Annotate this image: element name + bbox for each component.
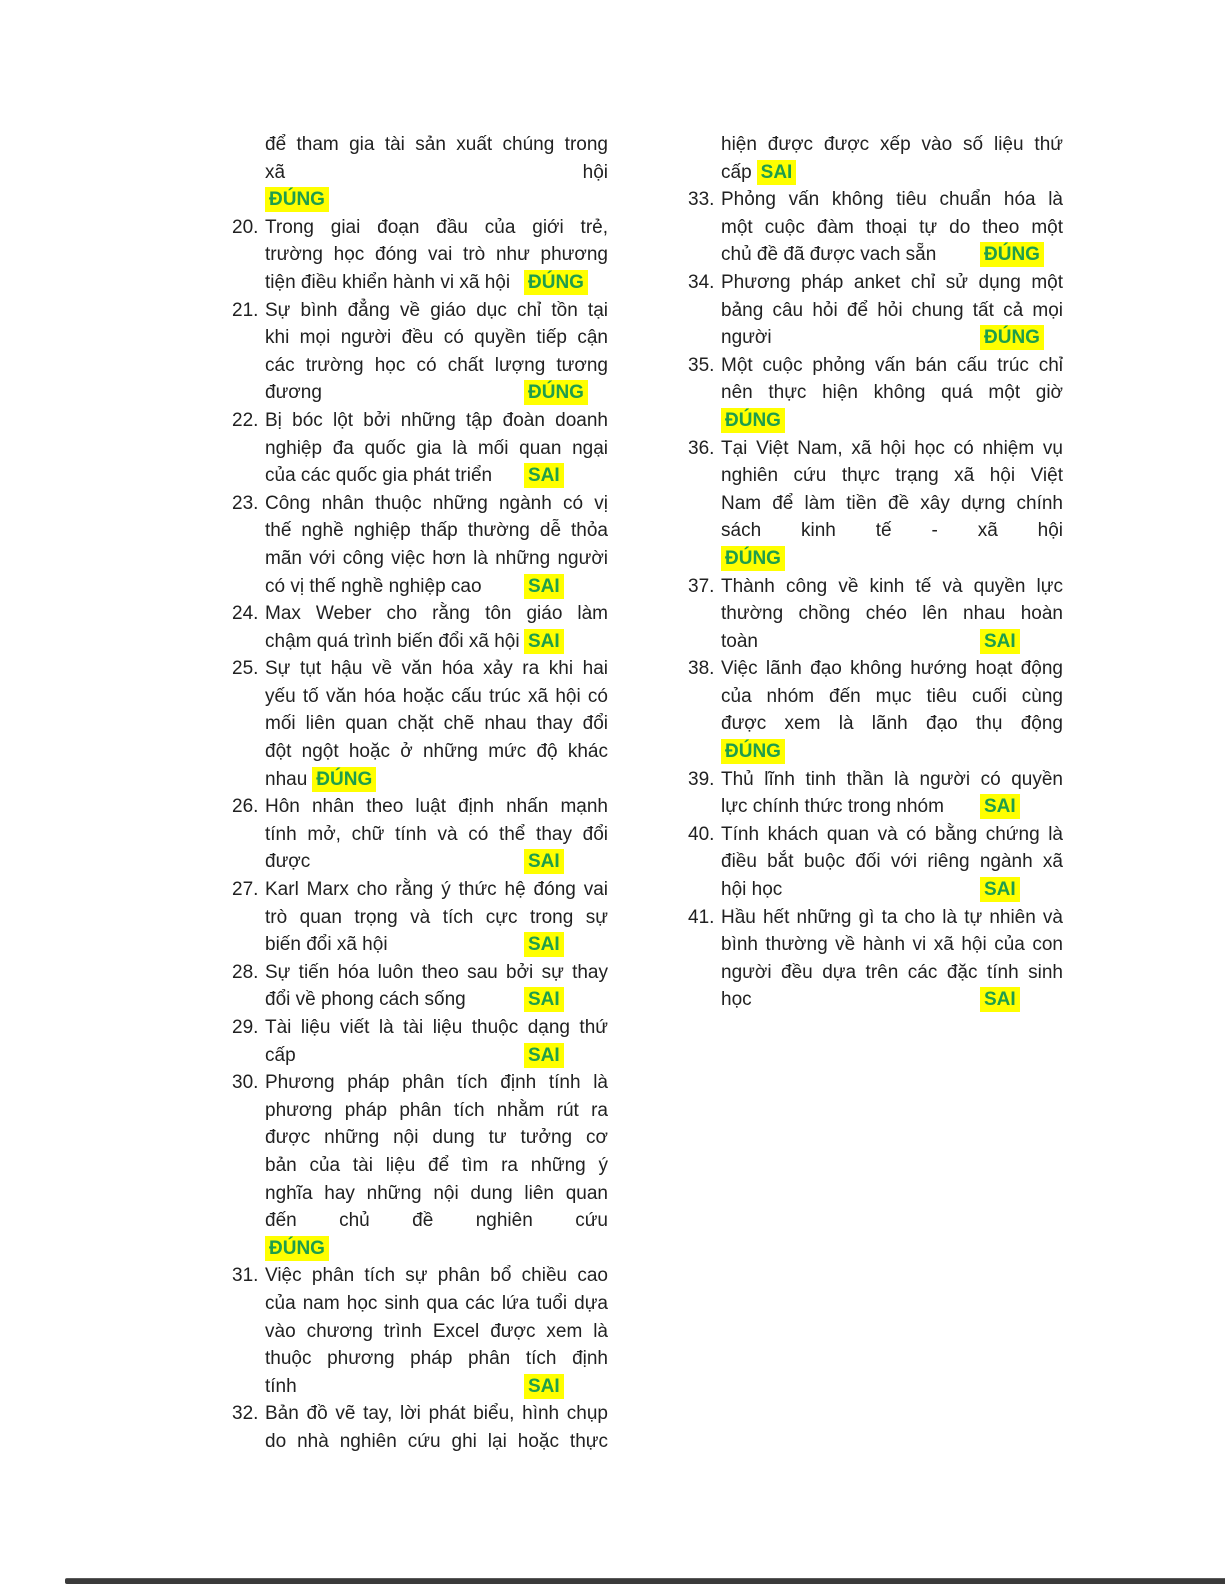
question-line bbox=[721, 186, 1063, 214]
question-text: do nhà nghiên cứu ghi lại hoặc thực bbox=[265, 1430, 608, 1452]
question-text: Trong giai đoạn đầu của giới trẻ, bbox=[265, 216, 608, 238]
question-line bbox=[721, 710, 1063, 738]
question-line bbox=[265, 214, 608, 242]
question-line bbox=[265, 573, 608, 601]
question-line bbox=[265, 269, 608, 297]
question-line bbox=[265, 1207, 608, 1235]
question-line bbox=[721, 379, 1063, 407]
answer-badge: SAI bbox=[524, 574, 564, 599]
question-line bbox=[265, 352, 608, 380]
question-item bbox=[688, 904, 1063, 1014]
question-text: Phương pháp phân tích định tính là bbox=[265, 1072, 608, 1094]
question-text: Sự tiến hóa luôn theo sau bởi sự thay bbox=[265, 961, 608, 983]
question-text: Công nhân thuộc những ngành có vị bbox=[265, 492, 608, 514]
question-line bbox=[721, 876, 1063, 904]
question-number: 22. bbox=[232, 409, 259, 431]
answer-badge: SAI bbox=[980, 794, 1020, 819]
question-line bbox=[265, 683, 608, 711]
question-number: 33. bbox=[688, 189, 715, 211]
question-line bbox=[265, 848, 608, 876]
answer-badge: SAI bbox=[524, 987, 564, 1012]
question-item bbox=[232, 876, 608, 959]
right-column bbox=[688, 131, 1063, 1014]
question-text: mãn với công việc hơn là những người bbox=[265, 547, 608, 569]
question-item bbox=[232, 1400, 608, 1455]
question-line bbox=[721, 241, 1063, 269]
question-text: Việc lãnh đạo không hướng hoạt động bbox=[721, 658, 1063, 680]
question-line bbox=[721, 931, 1063, 959]
question-text: Bị bóc lột bởi những tập đoàn doanh bbox=[265, 409, 608, 431]
question-line bbox=[721, 159, 1063, 187]
question-line bbox=[265, 793, 608, 821]
question-text: người bbox=[721, 327, 772, 349]
question-text: chủ đề đã được vach sẵn bbox=[721, 244, 937, 266]
question-line bbox=[721, 297, 1063, 325]
question-item bbox=[688, 186, 1063, 269]
question-item bbox=[232, 959, 608, 1014]
question-text: nghiên cứu thực trạng xã hội Việt bbox=[721, 465, 1063, 487]
question-text: đương bbox=[265, 382, 322, 404]
question-number: 39. bbox=[688, 768, 715, 790]
question-number: 28. bbox=[232, 961, 259, 983]
answer-badge: ĐÚNG bbox=[312, 767, 376, 792]
question-line bbox=[265, 1042, 608, 1070]
question-line bbox=[265, 131, 608, 159]
answer-badge: ĐÚNG bbox=[265, 1236, 329, 1261]
question-text: Phương pháp anket chỉ sử dụng một bbox=[721, 271, 1063, 293]
question-line bbox=[721, 683, 1063, 711]
question-text: của các quốc gia phát triển bbox=[265, 465, 493, 487]
question-text: sách kinh tế - xã hội bbox=[721, 520, 1063, 542]
question-line bbox=[721, 986, 1063, 1014]
question-text: Việc phân tích sự phân bổ chiều cao bbox=[265, 1265, 608, 1287]
question-line bbox=[721, 352, 1063, 380]
question-text: trò quan trọng và tích cực trong sự bbox=[265, 906, 608, 928]
question-item bbox=[232, 1262, 608, 1400]
question-text: mối liên quan chặt chẽ nhau thay đổi bbox=[265, 713, 608, 735]
answer-badge: ĐÚNG bbox=[721, 739, 785, 764]
question-text: thế nghề nghiệp thấp thường dễ thỏa bbox=[265, 520, 608, 542]
question-text: tiện điều khiển hành vi xã hội bbox=[265, 271, 511, 293]
question-line bbox=[721, 959, 1063, 987]
question-item bbox=[232, 793, 608, 876]
answer-badge: ĐÚNG bbox=[721, 408, 785, 433]
question-text: học bbox=[721, 989, 752, 1011]
question-line bbox=[265, 545, 608, 573]
question-line bbox=[265, 1152, 608, 1180]
question-line bbox=[265, 324, 608, 352]
question-text: lực chính thức trong nhóm bbox=[721, 796, 944, 818]
question-line bbox=[265, 1014, 608, 1042]
question-text: được xem là lãnh đạo thụ động bbox=[721, 713, 1063, 735]
answer-badge: ĐÚNG bbox=[524, 270, 588, 295]
question-text: Sự bình đẳng về giáo dục chỉ tồn tại bbox=[265, 299, 608, 321]
question-item bbox=[688, 655, 1063, 765]
question-line bbox=[721, 324, 1063, 352]
question-text: Thủ lĩnh tinh thần là người có quyền bbox=[721, 768, 1063, 790]
answer-badge: ĐÚNG bbox=[524, 380, 588, 405]
question-text: hội học bbox=[721, 879, 783, 901]
question-line bbox=[265, 159, 608, 187]
question-line bbox=[265, 517, 608, 545]
question-number: 29. bbox=[232, 1017, 259, 1038]
question-text: Sự tụt hậu về văn hóa xảy ra khi hai bbox=[265, 658, 608, 680]
question-line bbox=[721, 573, 1063, 601]
question-line bbox=[265, 655, 608, 683]
question-item bbox=[688, 269, 1063, 352]
answer-badge: SAI bbox=[980, 629, 1020, 654]
question-line bbox=[721, 545, 1063, 573]
question-text: vào chương trình Excel được xem là bbox=[265, 1320, 608, 1342]
question-line bbox=[265, 628, 608, 656]
question-item bbox=[688, 766, 1063, 821]
question-text: được những nội dung tư tưởng cơ bbox=[265, 1127, 608, 1149]
question-item bbox=[232, 655, 608, 793]
question-text: được bbox=[265, 851, 311, 873]
question-line bbox=[265, 821, 608, 849]
answer-badge: SAI bbox=[524, 849, 564, 874]
question-line bbox=[265, 407, 608, 435]
left-column bbox=[232, 131, 608, 1456]
question-item bbox=[232, 1069, 608, 1262]
question-number: 34. bbox=[688, 271, 715, 293]
question-text: yếu tố văn hóa hoặc cấu trúc xã hội có bbox=[265, 685, 608, 707]
question-line bbox=[721, 462, 1063, 490]
question-line bbox=[265, 1262, 608, 1290]
answer-badge: SAI bbox=[524, 1374, 564, 1399]
question-line bbox=[265, 379, 608, 407]
question-text: Hầu hết những gì ta cho là tự nhiên và bbox=[721, 906, 1063, 928]
question-line bbox=[265, 1290, 608, 1318]
question-item bbox=[232, 214, 608, 297]
question-line bbox=[265, 1428, 608, 1456]
answer-badge: SAI bbox=[980, 987, 1020, 1012]
question-line bbox=[265, 1124, 608, 1152]
question-number: 40. bbox=[688, 823, 715, 845]
question-line bbox=[721, 600, 1063, 628]
question-line bbox=[265, 186, 608, 214]
question-text: điều bắt buộc đối với riêng ngành xã bbox=[721, 851, 1063, 873]
question-item bbox=[688, 352, 1063, 435]
question-text: tính bbox=[265, 1375, 297, 1397]
question-number: 20. bbox=[232, 216, 259, 238]
question-text: Nam để làm tiền đề xây dựng chính bbox=[721, 492, 1063, 514]
question-text: phương pháp phân tích nhằm rút ra bbox=[265, 1099, 608, 1121]
question-line bbox=[721, 490, 1063, 518]
question-text: bản của tài liệu để tìm ra những ý bbox=[265, 1154, 608, 1176]
question-text: nghiệp đa quốc gia là mối quan ngại bbox=[265, 437, 608, 459]
question-text: bảng câu hỏi để hỏi chung tất cả mọi bbox=[721, 299, 1063, 321]
question-line bbox=[265, 490, 608, 518]
question-number: 36. bbox=[688, 437, 715, 459]
question-item bbox=[232, 131, 608, 214]
question-line bbox=[265, 710, 608, 738]
question-line bbox=[721, 904, 1063, 932]
question-number: 35. bbox=[688, 354, 715, 376]
question-item bbox=[688, 573, 1063, 656]
question-item bbox=[688, 821, 1063, 904]
question-text: bình thường về hành vi xã hội của con bbox=[721, 934, 1063, 956]
question-line bbox=[265, 462, 608, 490]
question-line bbox=[721, 821, 1063, 849]
question-number: 23. bbox=[232, 492, 259, 514]
question-line bbox=[265, 986, 608, 1014]
question-line bbox=[265, 876, 608, 904]
question-line bbox=[265, 1235, 608, 1263]
question-number: 41. bbox=[688, 906, 715, 928]
question-line bbox=[721, 131, 1063, 159]
question-line bbox=[721, 435, 1063, 463]
question-text: tính mở, chữ tính và có thể thay đổi bbox=[265, 823, 608, 845]
question-number: 31. bbox=[232, 1265, 259, 1287]
answer-badge: SAI bbox=[524, 1043, 564, 1068]
question-line bbox=[721, 269, 1063, 297]
question-line bbox=[721, 655, 1063, 683]
question-line bbox=[265, 297, 608, 325]
question-number: 26. bbox=[232, 796, 259, 818]
answer-badge: ĐÚNG bbox=[265, 187, 329, 212]
question-line bbox=[265, 1097, 608, 1125]
question-line bbox=[265, 600, 608, 628]
question-line bbox=[265, 241, 608, 269]
question-line bbox=[721, 738, 1063, 766]
question-text: thường chồng chéo lên nhau hoàn bbox=[721, 603, 1063, 625]
answer-badge: ĐÚNG bbox=[980, 242, 1044, 267]
question-line bbox=[721, 407, 1063, 435]
question-line bbox=[721, 628, 1063, 656]
question-number: 37. bbox=[688, 575, 715, 597]
question-number: 21. bbox=[232, 299, 259, 321]
question-text: Tính khách quan và có bằng chứng là bbox=[721, 823, 1063, 845]
answer-badge: SAI bbox=[524, 932, 564, 957]
question-text: hiện được được xếp vào số liệu thứ bbox=[721, 134, 1063, 155]
question-line bbox=[265, 1180, 608, 1208]
answer-badge: ĐÚNG bbox=[980, 325, 1044, 350]
question-number: 30. bbox=[232, 1072, 259, 1094]
question-line bbox=[265, 435, 608, 463]
question-line bbox=[265, 1318, 608, 1346]
question-line bbox=[721, 214, 1063, 242]
question-text: nghĩa hay những nội dung liên quan bbox=[265, 1182, 608, 1204]
question-text: đột ngột hoặc ở những mức độ khác bbox=[265, 741, 608, 763]
answer-badge: SAI bbox=[757, 160, 797, 185]
question-text: toàn bbox=[721, 630, 758, 652]
question-number: 38. bbox=[688, 658, 715, 680]
question-text: Tài liệu viết là tài liệu thuộc dạng thứ bbox=[265, 1017, 608, 1038]
question-text: trường học đóng vai trò như phương bbox=[265, 244, 608, 266]
question-text: thuộc phương pháp phân tích định bbox=[265, 1348, 608, 1370]
question-item bbox=[688, 435, 1063, 573]
question-line bbox=[265, 959, 608, 987]
question-text: biến đổi xã hội bbox=[265, 934, 388, 956]
question-text: các trường học có chất lượng tương bbox=[265, 354, 608, 376]
question-line bbox=[721, 793, 1063, 821]
question-line bbox=[265, 1069, 608, 1097]
question-text: đến chủ đề nghiên cứu bbox=[265, 1210, 608, 1232]
question-line bbox=[265, 904, 608, 932]
question-text: Max Weber cho rằng tôn giáo làm bbox=[265, 603, 608, 625]
question-item bbox=[688, 131, 1063, 186]
question-text: để tham gia tài sản xuất chúng trong bbox=[265, 134, 608, 155]
question-text: của nam học sinh qua các lứa tuổi dựa bbox=[265, 1292, 608, 1314]
question-text: chậm quá trình biến đổi xã hội bbox=[265, 630, 520, 652]
question-line bbox=[265, 1400, 608, 1428]
question-text: Một cuộc phỏng vấn bán cấu trúc chỉ bbox=[721, 354, 1063, 376]
question-number: 25. bbox=[232, 658, 259, 680]
question-item bbox=[232, 1014, 608, 1069]
question-number: 27. bbox=[232, 879, 259, 901]
question-text: khi mọi người đều có quyền tiếp cận bbox=[265, 327, 608, 349]
question-text: đổi về phong cách sống bbox=[265, 989, 466, 1011]
question-line bbox=[721, 766, 1063, 794]
question-text: một cuộc đàm thoại tự do theo một bbox=[721, 216, 1063, 238]
question-text: Tại Việt Nam, xã hội học có nhiệm vụ bbox=[721, 437, 1063, 459]
question-text: nhau bbox=[265, 768, 308, 790]
question-line bbox=[721, 517, 1063, 545]
question-text: cấp bbox=[265, 1044, 296, 1066]
question-text: của nhóm đến mục tiêu cuối cùng bbox=[721, 685, 1063, 707]
answer-badge: ĐÚNG bbox=[721, 546, 785, 571]
question-text: cấp bbox=[721, 161, 752, 183]
question-item bbox=[232, 407, 608, 490]
question-text: xã hội bbox=[265, 161, 608, 183]
question-text: Thành công về kinh tế và quyền lực bbox=[721, 575, 1063, 597]
question-line bbox=[265, 1345, 608, 1373]
question-text: Bản đồ vẽ tay, lời phát biểu, hình chụp bbox=[265, 1403, 608, 1425]
question-line bbox=[265, 1373, 608, 1401]
answer-badge: SAI bbox=[524, 629, 564, 654]
question-text: có vị thế nghề nghiệp cao bbox=[265, 575, 482, 597]
question-number: 32. bbox=[232, 1403, 259, 1425]
question-item bbox=[232, 490, 608, 600]
question-line bbox=[265, 766, 608, 794]
question-number: 24. bbox=[232, 603, 259, 625]
question-line bbox=[721, 848, 1063, 876]
answer-badge: SAI bbox=[524, 463, 564, 488]
question-text: người đều dựa trên các đặc tính sinh bbox=[721, 961, 1063, 983]
question-item bbox=[232, 297, 608, 407]
page-edge-bar bbox=[65, 1578, 1225, 1584]
question-text: nên thực hiện không quá một giờ bbox=[721, 382, 1063, 404]
question-text: Hôn nhân theo luật định nhấn mạnh bbox=[265, 796, 608, 818]
question-item bbox=[232, 600, 608, 655]
question-text: Karl Marx cho rằng ý thức hệ đóng vai bbox=[265, 879, 608, 901]
answer-badge: SAI bbox=[980, 877, 1020, 902]
question-line bbox=[265, 931, 608, 959]
question-line bbox=[265, 738, 608, 766]
question-text: Phỏng vấn không tiêu chuẩn hóa là bbox=[721, 189, 1063, 211]
